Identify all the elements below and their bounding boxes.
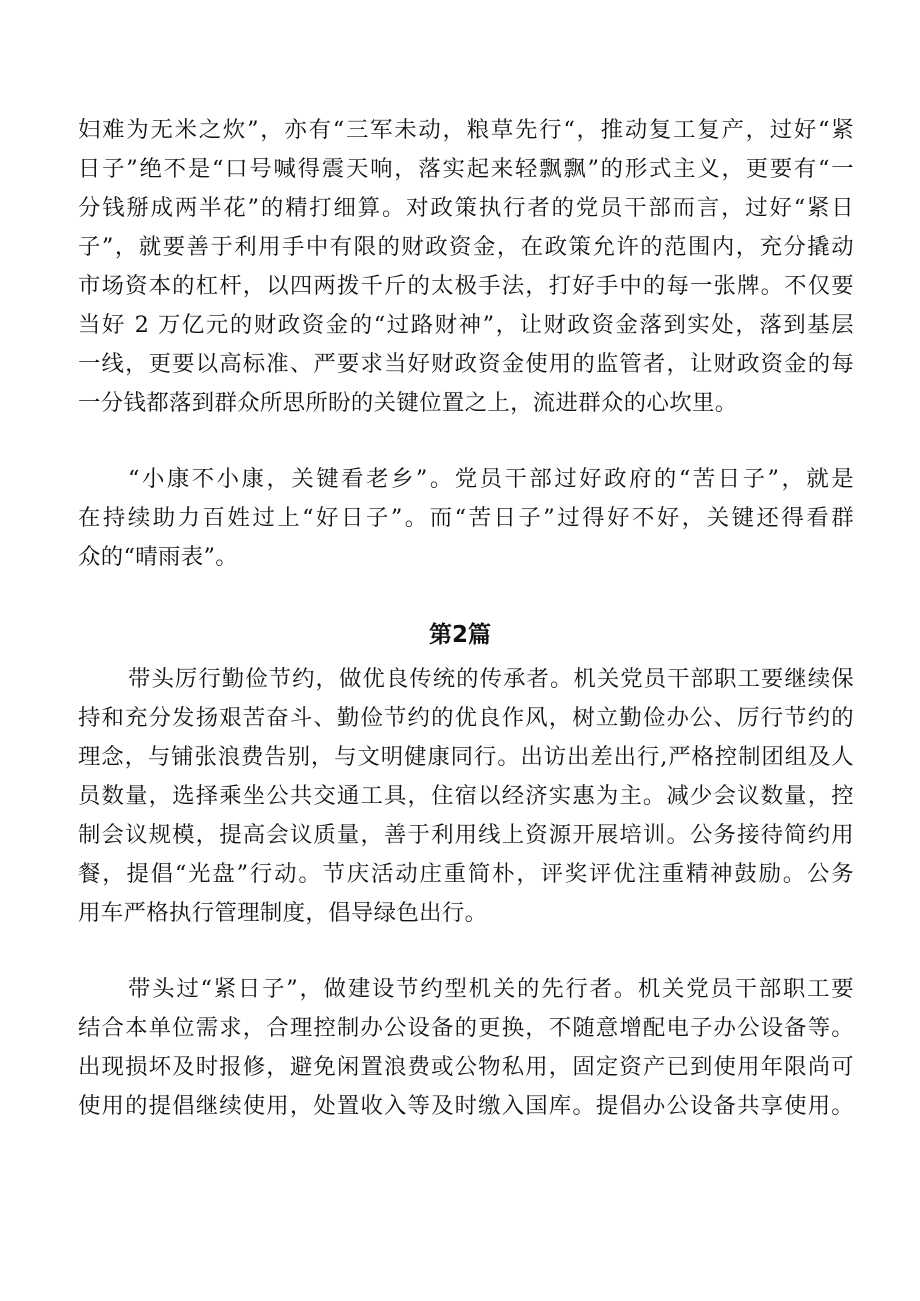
text-line: 一线，更要以高标准、严要求当好财政资金使用的监管者，让财政资金的每 xyxy=(78,351,854,377)
text-line: 员数量，选择乘坐公共交通工具，住宿以经济实惠为主。减少会议数量，控 xyxy=(78,783,854,809)
text-line: 众的“晴雨表”。 xyxy=(78,544,239,570)
text-line: 在持续助力百姓过上“好日子”。而“苦日子”过得好不好，关键还得看群 xyxy=(78,505,854,531)
text-line: 当好 2 万亿元的财政资金的“过路财神”，让财政资金落到实处，落到基层 xyxy=(78,312,854,338)
text-line: 理念，与铺张浪费告别，与文明健康同行。出访出差出行,严格控制团组及人 xyxy=(78,744,854,770)
text-line: 带头厉行勤俭节约，做优良传统的传承者。机关党员干部职工要继续保 xyxy=(128,666,854,692)
text-line: 分钱掰成两半花”的精打细算。对政策执行者的党员干部而言，过好“紧日 xyxy=(78,195,854,221)
text-line: 结合本单位需求，合理控制办公设备的更换，不随意增配电子办公设备等。 xyxy=(78,1015,854,1041)
text-line: 制会议规模，提高会议质量，善于利用线上资源开展培训。公务接待简约用 xyxy=(78,822,854,848)
text-line: 餐，提倡“光盘”行动。节庆活动庄重简朴，评奖评优注重精神鼓励。公务 xyxy=(78,861,854,887)
text-line: “小康不小康，关键看老乡”。党员干部过好政府的“苦日子”，就是 xyxy=(128,466,854,492)
text-line: 带头过“紧日子”，做建设节约型机关的先行者。机关党员干部职工要 xyxy=(128,976,854,1002)
text-line: 持和充分发扬艰苦奋斗、勤俭节约的优良作风，树立勤俭办公、厉行节约的 xyxy=(78,705,854,731)
text-line: 子”，就要善于利用手中有限的财政资金，在政策允许的范围内，充分撬动 xyxy=(78,234,854,260)
text-line: 日子”绝不是“口号喊得震天响，落实起来轻飘飘”的形式主义，更要有“一 xyxy=(78,156,854,182)
text-line: 市场资本的杠杆，以四两拨千斤的太极手法，打好手中的每一张牌。不仅要 xyxy=(78,273,854,299)
text-line: 使用的提倡继续使用，处置收入等及时缴入国库。提倡办公设备共享使用。 xyxy=(78,1093,854,1119)
text-line: 妇难为无米之炊”，亦有“三军未动，粮草先行“，推动复工复产，过好“紧 xyxy=(78,117,854,143)
text-line: 用车严格执行管理制度，倡导绿色出行。 xyxy=(78,900,488,926)
section-heading: 第2篇 xyxy=(428,622,491,648)
text-line: 一分钱都落到群众所思所盼的关键位置之上，流进群众的心坎里。 xyxy=(78,390,738,416)
text-line: 出现损坏及时报修，避免闲置浪费或公物私用，固定资产已到使用年限尚可 xyxy=(78,1054,854,1080)
